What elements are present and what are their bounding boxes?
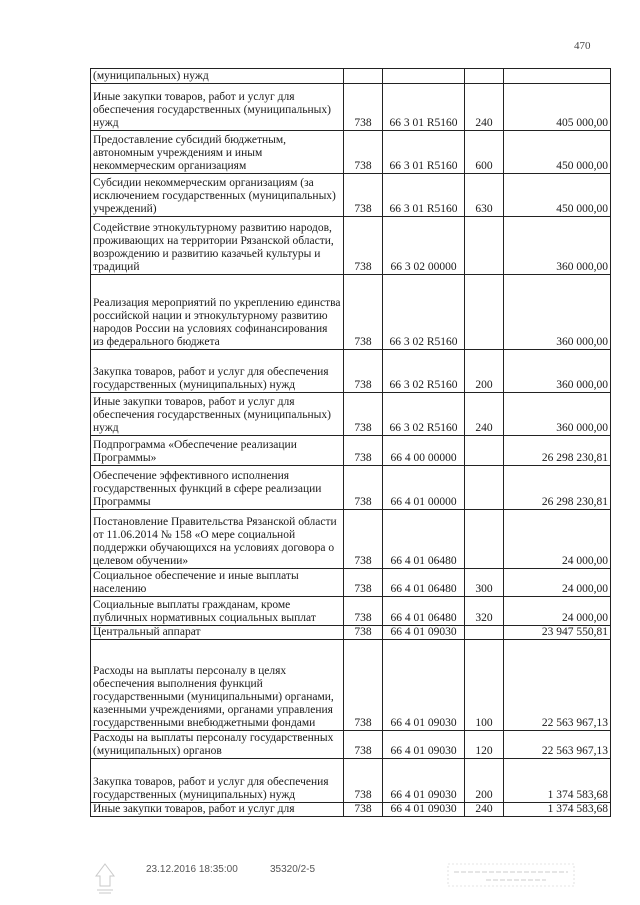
table-row xyxy=(91,84,611,131)
row-name: Постановление Правительства Рязанской области от 11.06.2014 № 158 «О мере социальной поддержки обучающихся на условиях договора о целевом обучении» xyxy=(91,510,344,569)
row-name: Закупка товаров, работ и услуг для обеспечения государственных (муниципальных) нужд xyxy=(91,350,344,393)
table-row xyxy=(91,640,611,731)
row-vr xyxy=(465,436,504,466)
row-ved: 738 xyxy=(344,466,383,510)
table-row xyxy=(91,759,611,803)
row-vr xyxy=(465,275,504,350)
table-row xyxy=(91,569,611,597)
row-ved: 738 xyxy=(344,640,383,731)
row-sum: 1 374 583,68 xyxy=(504,759,611,803)
row-sum: 360 000,00 xyxy=(504,275,611,350)
row-vr: 240 xyxy=(465,84,504,131)
row-name: Подпрограмма «Обеспечение реализации Программы» xyxy=(91,436,344,466)
row-ved: 738 xyxy=(344,275,383,350)
table-row xyxy=(91,131,611,174)
row-ved: 738 xyxy=(344,217,383,275)
row-csr: 66 4 01 09030 xyxy=(383,759,465,803)
row-ved: 738 xyxy=(344,803,383,817)
table-row xyxy=(91,217,611,275)
row-vr: 600 xyxy=(465,131,504,174)
row-sum: 26 298 230,81 xyxy=(504,466,611,510)
row-csr: 66 4 01 09030 xyxy=(383,640,465,731)
row-csr: 66 3 02 R5160 xyxy=(383,350,465,393)
row-sum: 22 563 967,13 xyxy=(504,640,611,731)
row-name: Предоставление субсидий бюджетным, автономным учреждениям и иным некоммерческим организациям xyxy=(91,131,344,174)
table-row xyxy=(91,69,611,84)
row-ved: 738 xyxy=(344,569,383,597)
row-ved: 738 xyxy=(344,597,383,626)
row-sum: 450 000,00 xyxy=(504,174,611,217)
footer-code: 35320/2-5 xyxy=(270,864,316,875)
row-name: Центральный аппарат xyxy=(91,626,344,640)
row-csr xyxy=(383,69,465,84)
row-name: Социальное обеспечение и иные выплаты населению xyxy=(91,569,344,597)
table-row xyxy=(91,731,611,759)
stamp-icon xyxy=(92,862,118,896)
row-ved: 738 xyxy=(344,174,383,217)
page-footer xyxy=(0,862,640,902)
row-sum: 360 000,00 xyxy=(504,350,611,393)
row-vr xyxy=(465,466,504,510)
row-sum: 360 000,00 xyxy=(504,393,611,436)
row-name: Обеспечение эффективного исполнения государственных функций в сфере реализации Программы xyxy=(91,466,344,510)
row-csr: 66 3 01 R5160 xyxy=(383,84,465,131)
table-row xyxy=(91,803,611,817)
row-name: Субсидии некоммерческим организациям (за исключением государственных (муниципальных) учреждений) xyxy=(91,174,344,217)
row-csr: 66 3 02 R5160 xyxy=(383,275,465,350)
row-csr: 66 4 01 00000 xyxy=(383,466,465,510)
row-sum: 26 298 230,81 xyxy=(504,436,611,466)
row-csr: 66 3 01 R5160 xyxy=(383,131,465,174)
table-row xyxy=(91,275,611,350)
row-csr: 66 4 00 00000 xyxy=(383,436,465,466)
row-vr xyxy=(465,217,504,275)
table-row xyxy=(91,510,611,569)
row-ved: 738 xyxy=(344,510,383,569)
row-name: Закупка товаров, работ и услуг для обеспечения государственных (муниципальных) нужд xyxy=(91,759,344,803)
row-sum xyxy=(504,69,611,84)
row-csr: 66 4 01 06480 xyxy=(383,597,465,626)
row-vr: 300 xyxy=(465,569,504,597)
row-sum: 23 947 550,81 xyxy=(504,626,611,640)
row-vr: 120 xyxy=(465,731,504,759)
row-vr: 200 xyxy=(465,350,504,393)
table-row xyxy=(91,436,611,466)
row-name: Содействие этнокультурному развитию народов, проживающих на территории Рязанской области, возрождению и развитию казачьей культуры и традиций xyxy=(91,217,344,275)
row-sum: 22 563 967,13 xyxy=(504,731,611,759)
row-vr xyxy=(465,510,504,569)
watermark-stamp xyxy=(446,862,576,888)
row-sum: 24 000,00 xyxy=(504,510,611,569)
row-vr: 100 xyxy=(465,640,504,731)
row-csr: 66 3 01 R5160 xyxy=(383,174,465,217)
row-name: Иные закупки товаров, работ и услуг для xyxy=(91,803,344,817)
row-ved xyxy=(344,69,383,84)
row-name: Социальные выплаты гражданам, кроме публичных нормативных социальных выплат xyxy=(91,597,344,626)
row-csr: 66 4 01 09030 xyxy=(383,803,465,817)
row-vr: 320 xyxy=(465,597,504,626)
row-ved: 738 xyxy=(344,626,383,640)
row-ved: 738 xyxy=(344,131,383,174)
row-name: Иные закупки товаров, работ и услуг для обеспечения государственных (муниципальных) нужд xyxy=(91,393,344,436)
row-sum: 1 374 583,68 xyxy=(504,803,611,817)
row-csr: 66 3 02 00000 xyxy=(383,217,465,275)
row-sum: 450 000,00 xyxy=(504,131,611,174)
row-ved: 738 xyxy=(344,731,383,759)
row-sum: 405 000,00 xyxy=(504,84,611,131)
row-ved: 738 xyxy=(344,350,383,393)
row-csr: 66 4 01 06480 xyxy=(383,510,465,569)
row-csr: 66 3 02 R5160 xyxy=(383,393,465,436)
row-vr: 240 xyxy=(465,393,504,436)
footer-date: 23.12.2016 18:35:00 xyxy=(146,864,238,875)
table-row xyxy=(91,174,611,217)
row-vr xyxy=(465,626,504,640)
row-name: Реализация мероприятий по укреплению единства российской нации и этнокультурному развитию народов России на условиях софинансирования из федерального бюджета xyxy=(91,275,344,350)
row-vr: 630 xyxy=(465,174,504,217)
table-row xyxy=(91,626,611,640)
row-csr: 66 4 01 09030 xyxy=(383,731,465,759)
row-name: (муниципальных) нужд xyxy=(91,69,344,84)
row-sum: 24 000,00 xyxy=(504,569,611,597)
budget-table xyxy=(90,68,611,817)
row-name: Иные закупки товаров, работ и услуг для обеспечения государственных (муниципальных) нужд xyxy=(91,84,344,131)
row-vr xyxy=(465,69,504,84)
row-vr: 240 xyxy=(465,803,504,817)
table-row xyxy=(91,350,611,393)
table-row xyxy=(91,393,611,436)
row-vr: 200 xyxy=(465,759,504,803)
table-row xyxy=(91,597,611,626)
row-csr: 66 4 01 06480 xyxy=(383,569,465,597)
row-sum: 24 000,00 xyxy=(504,597,611,626)
row-ved: 738 xyxy=(344,393,383,436)
row-csr: 66 4 01 09030 xyxy=(383,626,465,640)
row-ved: 738 xyxy=(344,84,383,131)
row-name: Расходы на выплаты персоналу государственных (муниципальных) органов xyxy=(91,731,344,759)
row-ved: 738 xyxy=(344,759,383,803)
row-sum: 360 000,00 xyxy=(504,217,611,275)
row-name: Расходы на выплаты персоналу в целях обеспечения выполнения функций государственными (муниципальными) органами, казенными учреждениями, органами управления государственными внебюджетными фондами xyxy=(91,640,344,731)
table-row xyxy=(91,466,611,510)
page-number: 470 xyxy=(574,40,591,52)
row-ved: 738 xyxy=(344,436,383,466)
